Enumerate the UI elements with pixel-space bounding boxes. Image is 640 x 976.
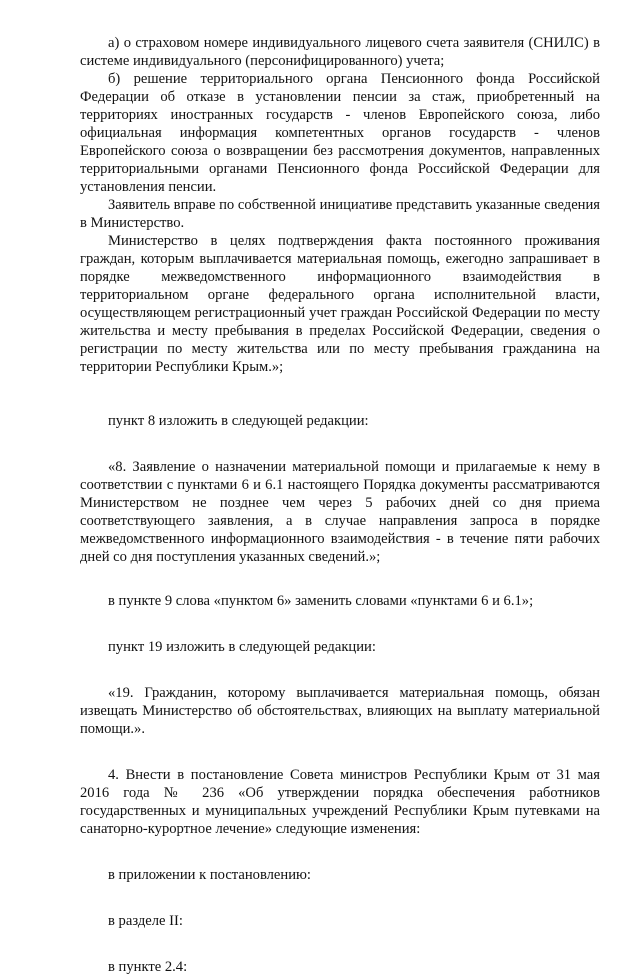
- paragraph-pension-decision: б) решение территориального органа Пенсионного фонда Российской Федерации об отказе в установлении пенсии за стаж, приобретенный на территориях иностранных государств - членов Европейского союза, либо официальная информация компетентных органов государств - членов Европейского союза о возвращении без рассмотрения документов, направленных территориальными органами Пенсионного фонда Российской Федерации для установления пенсии.: [80, 71, 600, 195]
- paragraph-point-8-intro: пункт 8 изложить в следующей редакции:: [108, 413, 369, 429]
- paragraph-snils: а) о страховом номере индивидуального лицевого счета заявителя (СНИЛС) в системе индивидуального (персонифицированного) учета;: [80, 35, 600, 69]
- paragraph-appendix: в приложении к постановлению:: [108, 867, 311, 883]
- paragraph-point-9: в пункте 9 слова «пунктом 6» заменить словами «пунктами 6 и 6.1»;: [108, 593, 534, 609]
- paragraph-point-19-text: «19. Гражданин, которому выплачивается материальная помощь, обязан извещать Министерство об обстоятельствах, влияющих на выплату материальной помощи.».: [80, 685, 600, 737]
- document-page: [80, 34, 600, 976]
- paragraph-point-8-text: «8. Заявление о назначении материальной помощи и прилагаемые к нему в соответствии с пунктами 6 и 6.1 настоящего Порядка документы рассматриваются Министерством не позднее чем через 5 рабочих дней со дня приема соответствующего заявления, а в случае направления запроса в порядке межведомственного информационного взаимодействия - в течение пяти рабочих дней со дня поступления указанных сведений.»;: [80, 459, 600, 565]
- paragraph-applicant-right: Заявитель вправе по собственной инициативе представить указанные сведения в Министерство.: [80, 197, 600, 231]
- paragraph-point-2-4: в пункте 2.4:: [108, 959, 188, 975]
- paragraph-ministry-request: Министерство в целях подтверждения факта постоянного проживания граждан, которым выплачивается материальная помощь, ежегодно запрашивает в порядке межведомственного информационного взаимодействия в территориальном органе федерального органа исполнительной власти, осуществляющем регистрационный учет граждан Российской Федерации по месту жительства и месту пребывания в пределах Российской Федерации, сведения о регистрации по месту жительства или по месту пребывания гражданина на территории Республики Крым.»;: [80, 233, 600, 375]
- paragraph-section-2: в разделе II:: [108, 913, 183, 929]
- paragraph-point-19-intro: пункт 19 изложить в следующей редакции:: [108, 639, 376, 655]
- paragraph-item-4: 4. Внести в постановление Совета министров Республики Крым от 31 мая 2016 года № 236 «Об утверждении порядка обеспечения работников государственных и муниципальных учреждений Республики Крым путевками на санаторно-курортное лечение» следующие изменения:: [80, 767, 600, 837]
